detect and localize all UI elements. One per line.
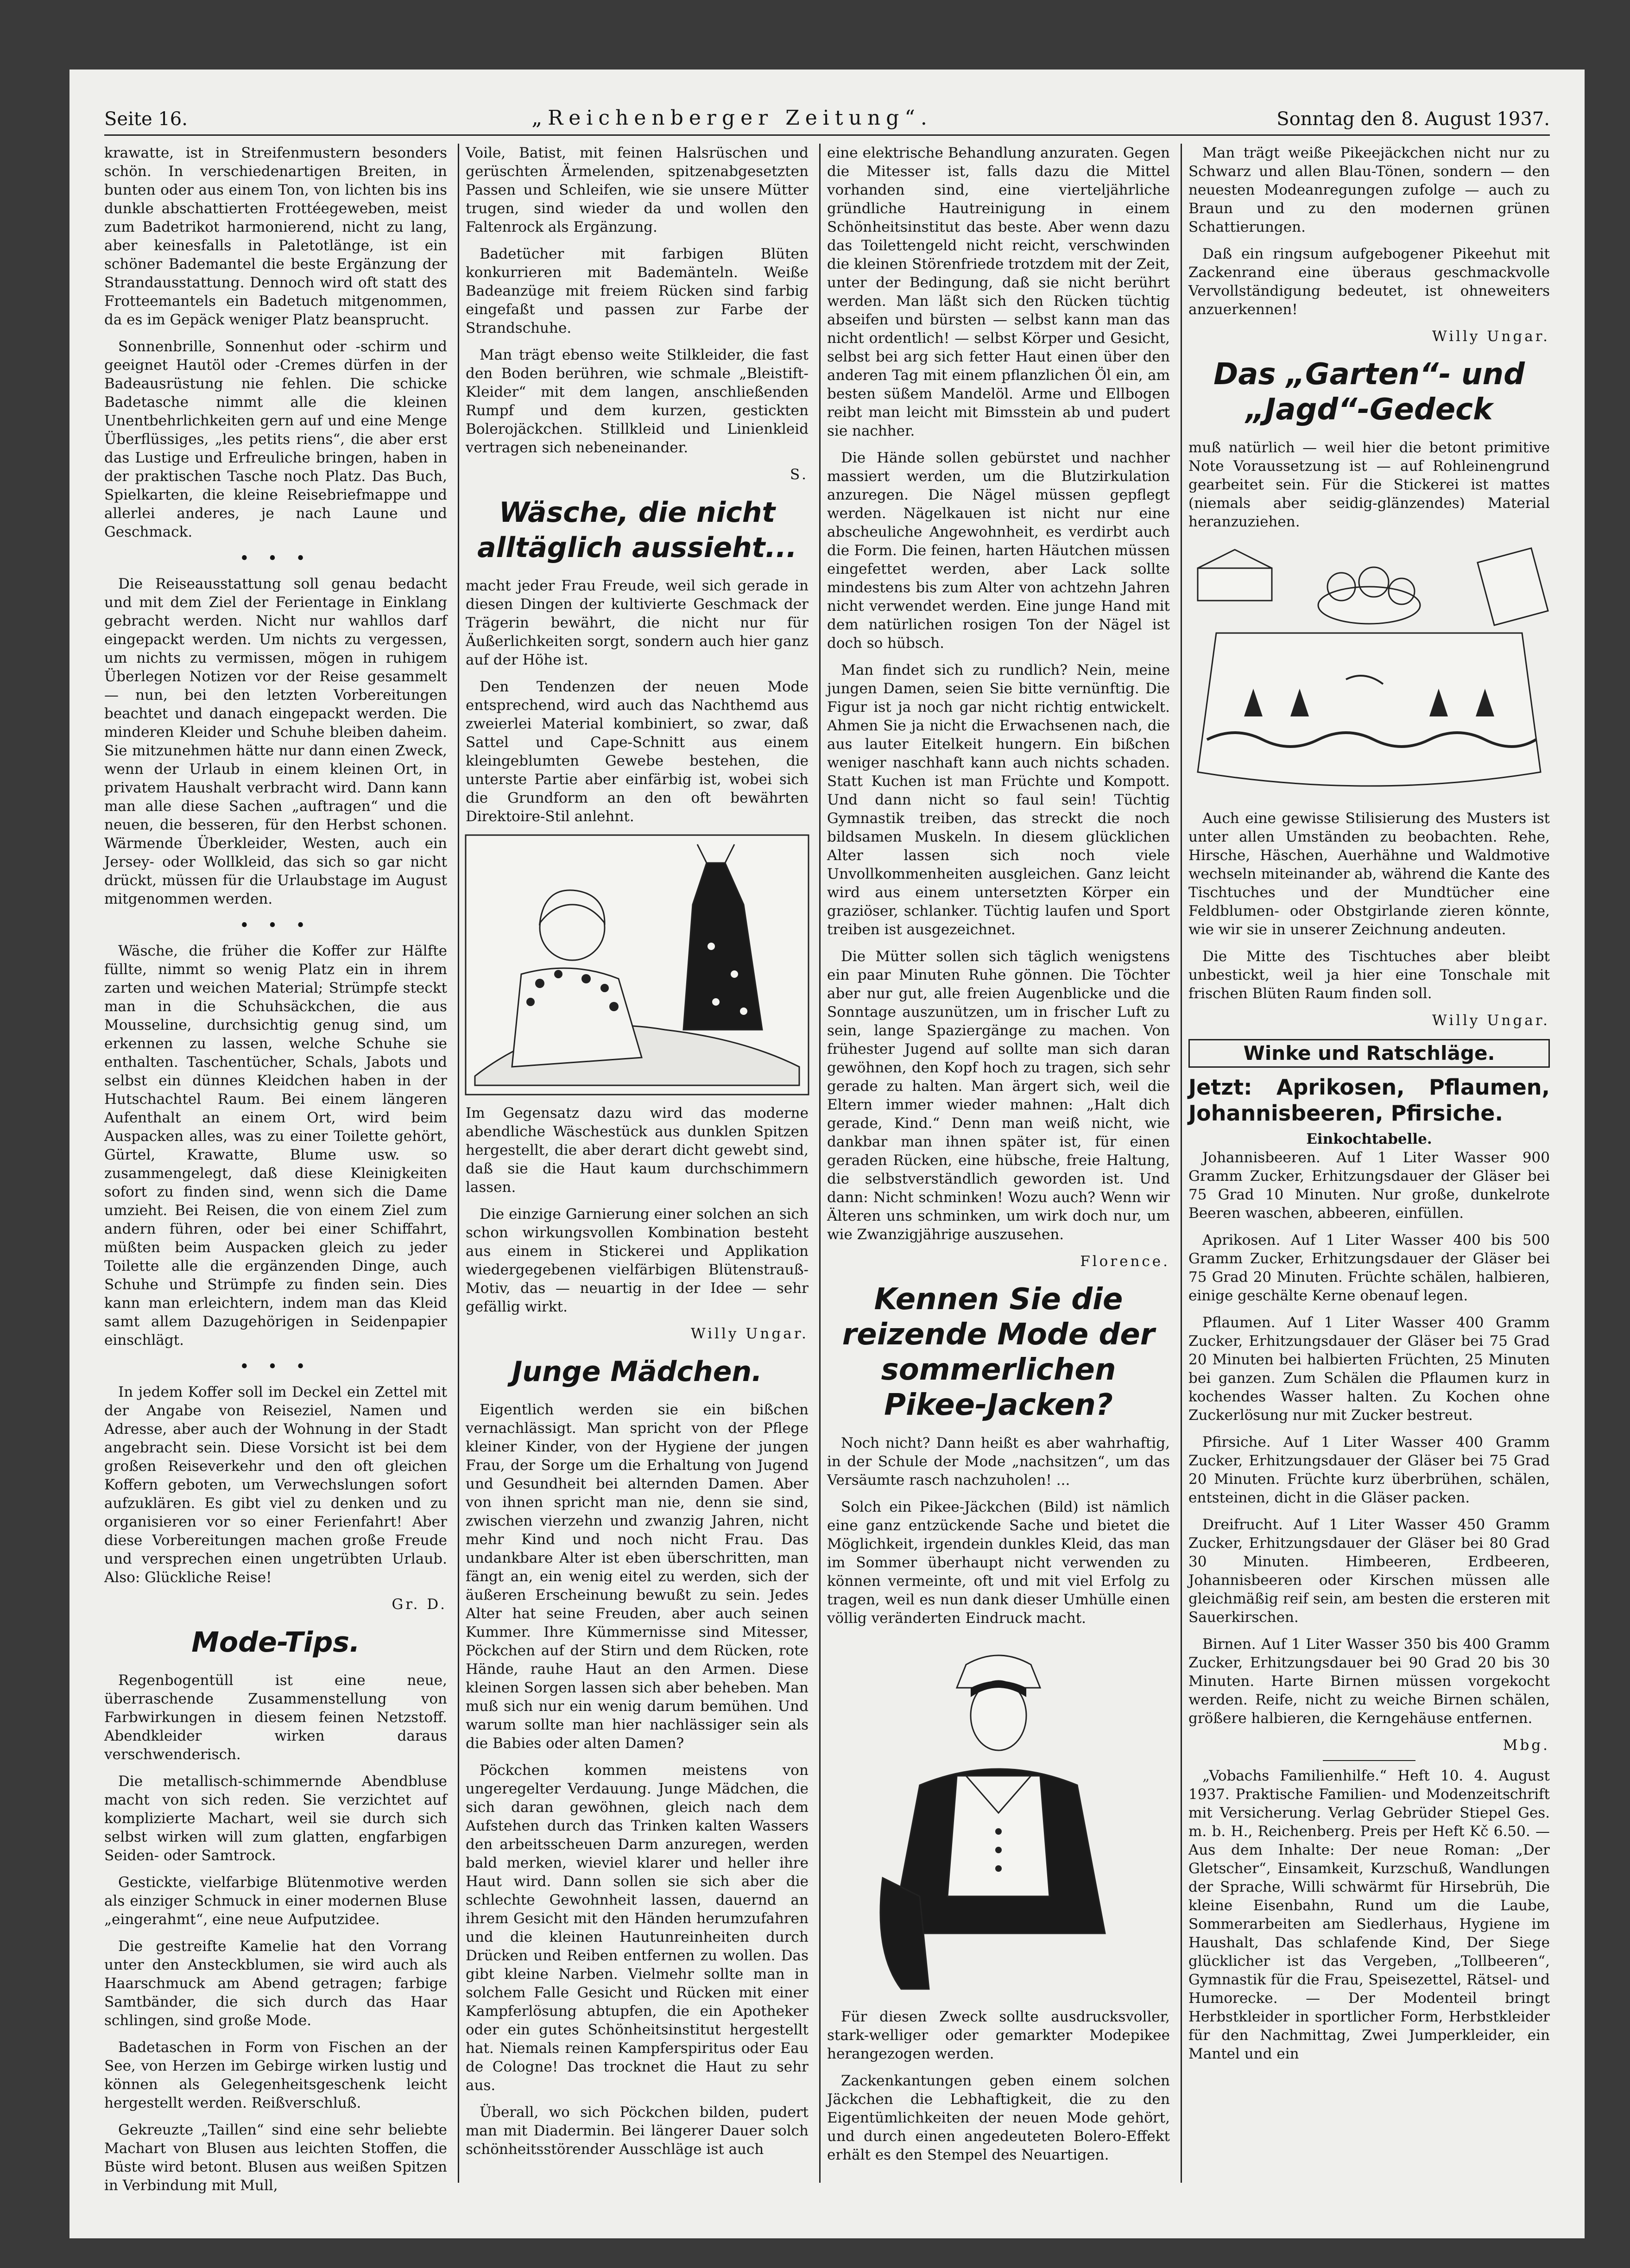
article-text: Die Mütter sollen sich täglich wenigstens ein paar Minuten Ruhe gönnen. Die Töchter aber nur gut, alle freien Augenblicke und die Sonntage auszunützen, um in frischer Luft zu sein, lange Spaziergänge zu machen. Von frühester Jugend auf sollte man sich daran gewöhnen, den Kopf hoch zu tragen, sich sehr gerade zu halten. Man ärgert sich, weil die Eltern immer wieder mahnen: „Halt dich gerade, Kind.“ Denn man weiß nicht, wie dankbar man ihnen später ist, für einen geraden Rücken, eine hübsche, freie Haltung, die selbstverständlich geworden ist. Und dann: Nicht schminken! Wozu auch? Wenn wir Älteren uns schminken, um wirk doch nur, um wie Zwanzigjährige auszusehen. — [827, 948, 1170, 1243]
article-signature: Willy Ungar. — [1432, 1012, 1550, 1029]
article-text: Überall, wo sich Pöckchen bilden, pudert man mit Diadermin. Bei längerer Dauer solch schönheitsstörender Ausschläge ist auch — [466, 2104, 809, 2158]
article-text: Im Gegensatz dazu wird das moderne abendliche Wäschestück aus dunklen Spitzen hergestellt, die aber derart dicht gewebt sind, daß sie die Haut kaum durchschimmern lassen. — [466, 1105, 809, 1196]
header-rule — [104, 134, 1550, 136]
article-text: In jedem Koffer soll im Deckel ein Zettel mit der Angabe von Reiseziel, Namen und Adresse, aber auch der Wohnung in der Stadt angebracht sein. Diese Vorsicht ist bei dem großen Reiseverkehr und den oft gleichen Koffern geboten, um Verwechslungen sofort aufzuklären. Es gibt viel zu denken und zu organisieren vor so einer Ferienfahrt! Aber diese Vorbereitungen machen große Freude und versprechen einen ungetrübten Urlaub. Also: Glückliche Reise! — [104, 1384, 447, 1586]
newspaper-title: „Reichenberger Zeitung“. — [531, 106, 933, 130]
article-text: Gestickte, vielfarbige Blütenmotive werden als einziger Schmuck in einer modernen Bluse „eingerahmt“, eine neue Aufputzidee. — [104, 1874, 447, 1928]
section-subheading: Jetzt: Aprikosen, Pflaumen, Johannisbeeren, Pfirsiche. — [1188, 1075, 1550, 1126]
article-text: Wäsche, die früher die Koffer zur Hälfte füllte, nimmt so wenig Platz ein in ihrem zarten und weichen Material; Strümpfe steckt man in die Schuhsäckchen, die aus Mousseline, durchsichtig genug sind, um erkennen zu lassen, welche Schuhe sie enthalten. Taschentücher, Schals, Jabots und selbst ein dünnes Kleidchen haben in der Hutschachtel Raum. Bei einem längeren Aufenthalt an einem Ort, wird beim Auspacken alles, was zu einer Toilette gehört, Gürtel, Krawatte, Blume usw. so zusammengelegt, daß diese Kleinigkeiten sofort zu finden sind, wenn sich die Dame umzieht. Bei Reisen, die von einem Ziel zum andern führen, oder bei einer Schiffahrt, müßten beim Auspacken gleich zu jeder Toilette alle die ergänzenden Dinge, auch Schuhe und Strümpfe zu finden sein. Dies kann man erleichtern, indem man das Kleid samt allem Dazugehörigen in Seidenpapier einschlägt. — [104, 943, 447, 1349]
article-text: Für diesen Zweck sollte ausdrucksvoller, stark-welliger oder gemarkter Modepikee herangezogen werden. — [827, 2008, 1170, 2062]
issue-date: Sonntag den 8. August 1937. — [1276, 108, 1550, 130]
section-box-title: Winke und Ratschläge. — [1188, 1039, 1550, 1068]
recipe-text: Johannisbeeren. Auf 1 Liter Wasser 900 Gramm Zucker, Erhitzungsdauer der Gläser bei 75 Grad 10 Minuten. Nur große, dunkelrote Beeren waschen, abbeeren, einfüllen. — [1188, 1149, 1550, 1222]
page-header — [104, 93, 1550, 130]
headline-junge-maedchen: Junge Mädchen. — [512, 1356, 762, 1388]
tablecloth-illustration — [1188, 540, 1550, 800]
article-signature: Willy Ungar. — [1432, 328, 1550, 345]
article-text: Die Hände sollen gebürstet und nachher massiert werden, um die Blutzirkulation anzuregen. Die Nägel müssen gepflegt werden. Nägelkauen ist nicht nur eine abscheuliche Angewohnheit, es verdirbt auch die Form. Die feinen, harten Häutchen müssen eingefettet werden, aber Lack sollte mindestens bis zum Alter von achtzehn Jahren nicht verwendet werden. Eine junge Hand mit dem natürlichen rosigen Ton der Nägel ist doch so hübsch. — [827, 450, 1170, 652]
article-text: Badetaschen in Form von Fischen an der See, von Herzen im Gebirge wirken lustig und können als Gelegenheitsgeschenk leicht hergestellt werden. Reißverschluß. — [104, 2039, 447, 2111]
article-text: Solch ein Pikee-Jäckchen (Bild) ist nämlich eine ganz entzückende Sache und bietet die Möglichkeit, irgendein dunkles Kleid, das man im Sommer überhaupt nicht verwenden zu können vermeinte, oft und mit viel Erfolg zu tragen, weil es nun dank dieser Umhülle einen völlig veränderten Eindruck macht. — [827, 1499, 1170, 1627]
article-text: krawatte, ist in Streifenmustern besonders schön. In verschiedenartigen Breiten, in bunten oder aus einem Ton, von lichten bis ins dunkle abschattierten Frottéegeweben, meist zum Badetrikot harmonierend, nicht zu lang, aber keinesfalls in Paletotlänge, ist ein schöner Bademantel die beste Ergänzung der Strandausstattung. Dennoch wird oft statt des Frotteemantels ein Badetuch mitgenommen, da es im Gepäck weniger Platz beansprucht. — [104, 145, 447, 328]
headline-garten-gedeck: Das „Garten“- und „Jagd“-Gedeck — [1213, 357, 1525, 427]
column-4 — [1188, 144, 1550, 2183]
article-text: Die einzige Garnierung einer solchen an sich schon wirkungsvollen Kombination besteht aus einem in Stickerei und Applikation wiedergegebenen vielfärbigen Blütenstrauß-Motiv, das — neuartig in der Idee — sehr gefällig wirkt. — [466, 1206, 809, 1315]
article-text: Noch nicht? Dann heißt es aber wahrhaftig, in der Schule der Mode „nachsitzen“, um das Versäumte rasch nachzuholen! ... — [827, 1435, 1170, 1489]
article-text: Regenbogentüll ist eine neue, überraschende Zusammenstellung von Farbwirkungen in diesem feinen Netzstoff. Abendkleider wirken daraus verschwenderisch. — [104, 1672, 447, 1763]
article-signature: Gr. D. — [392, 1596, 447, 1613]
column-2 — [466, 144, 809, 2183]
recipe-text: Aprikosen. Auf 1 Liter Wasser 400 bis 500 Gramm Zucker, Erhitzungsdauer der Gläser bei 75 Grad 20 Minuten. Früchte schälen, halbieren, einige geschälte Kerne obenauf legen. — [1188, 1232, 1550, 1304]
article-text: Die Mitte des Tischtuches aber bleibt unbestickt, weil ja hier eine Tonschale mit frischen Blüten Raum finden soll. — [1188, 948, 1550, 1002]
column-rule — [1181, 144, 1182, 2183]
article-text: Auch eine gewisse Stilisierung des Musters ist unter allen Umständen zu beobachten. Rehe, Hirsche, Häschen, Auerhähne und Waldmotive wechseln miteinander ab, während die Kante des Tischtuches und der Mundtücher eine Feldblumen- oder Obstgirlande zieren könnte, wie wir sie in unserer Zeichnung andeuten. — [1188, 810, 1550, 938]
article-text: macht jeder Frau Freude, weil sich gerade in diesen Dingen der kultivierte Geschmack der Trägerin bewährt, die nicht nur für Äußerlichkeiten sorgt, sondern auch hier ganz auf der Höhe ist. — [466, 577, 809, 668]
article-signature: Mbg. — [1503, 1737, 1550, 1754]
article-text: Eigentlich werden sie ein bißchen vernachlässigt. Man spricht von der Pflege kleiner Kinder, von der Hygiene der jungen Frau, der Sorge um die Erhaltung von Jugend und Gesundheit bei alternden Damen. Aber von ihnen spricht man nie, denn sie sind, zwischen vierzehn und zwanzig Jahren, nicht mehr Kind und noch nicht Frau. Das undankbare Alter ist eben überschritten, man fängt an, ein wenig eitel zu werden, sich der äußeren Erscheinung bewußt zu sein. Jedes Alter hat seine Freuden, aber auch seinen Kummer. Ihre Kümmernisse sind Mitesser, Pöckchen auf der Stirn und dem Rücken, rote Hände, rauhe Haut an den Armen. Diese kleinen Sorgen lassen sich aber beheben. Man muß sich nur ein wenig darum bemühen. Und warum sollte man hier nachlässiger sein als die Babies oder alten Damen? — [466, 1401, 809, 1752]
article-text: Daß ein ringsum aufgebogener Pikeehut mit Zackenrand eine überaus geschmackvolle Vervollständigung bedeutet, ist ohneweiters anzuerkennen! — [1188, 246, 1550, 318]
lingerie-illustration — [466, 835, 809, 1095]
separator-dots: • • • — [239, 1357, 312, 1376]
column-3 — [827, 144, 1170, 2183]
column-rule — [819, 144, 821, 2183]
article-text: Man findet sich zu rundlich? Nein, meine jungen Damen, seien Sie bitte vernünftig. Die Figur ist ja noch gar nicht richtig entwickelt. Ahmen Sie ja nicht die Erwachsenen nach, die aus lauter Eitelkeit hungern. Ein bißchen weniger naschhaft kann auch nichts schaden. Statt Kuchen ist man Früchte und Kompott. Und dann nicht so faul sein! Tüchtig Gymnastik treiben, das streckt die noch bildsamen Muskeln. In diesem glücklichen Alter lassen sich noch viele Unvollkommenheiten ausgleichen. Ganz leicht wird aus einem untersetzten Körper ein graziöser, schlanker. Tüchtig laufen und Sport treiben ist ausgezeichnet. — [827, 662, 1170, 938]
recipe-text: Dreifrucht. Auf 1 Liter Wasser 450 Gramm Zucker, Erhitzungsdauer der Gläser bei 80 Grad 30 Minuten. Himbeeren, Erdbeeren, Johannisbeeren oder Kirschen müssen alle gleichmäßig reif sein, am besten die ersteren mit Sauerkirschen. — [1188, 1516, 1550, 1626]
article-signature: S. — [790, 466, 809, 483]
article-text: Die gestreifte Kamelie hat den Vorrang unter den Ansteckblumen, sie wird auch als Haarschmuck am Abend getragen; farbige Samtbänder, die sich durch das Haar schlingen, sind große Mode. — [104, 1938, 447, 2029]
separator-dots: • • • — [239, 549, 312, 568]
article-signature: Willy Ungar. — [690, 1325, 809, 1342]
article-text: Man trägt weiße Pikeejäckchen nicht nur zu Schwarz und allen Blau-Tönen, sondern — den neuesten Modeanregungen zufolge — auch zu Braun und zu den modernen grünen Schattierungen. — [1188, 145, 1550, 235]
headline-pikee-jacken: Kennen Sie die reizende Mode der sommerlichen Pikee-Jacken? — [842, 1282, 1155, 1422]
recipe-text: Birnen. Auf 1 Liter Wasser 350 bis 400 Gramm Zucker, Erhitzungsdauer bei 90 Grad 20 bis 30 Minuten. Harte Birnen müssen vorgekocht werden. Reife, nicht zu weiche Birnen schälen, größere halbieren, die Kerngehäuse entfernen. — [1188, 1636, 1550, 1727]
article-signature: Florence. — [1080, 1253, 1170, 1270]
divider — [1323, 1760, 1415, 1761]
recipe-text: Pflaumen. Auf 1 Liter Wasser 400 Gramm Zucker, Erhitzungsdauer der Gläser bei 75 Grad 20 Minuten bei halbierten Früchten, 25 Minuten bei ganzen. Zum Schälen die Pflaumen kurz in kochendes Wasser halten. Zu Kochen ohne Zuckerlösung nur mit Zucker bestreut. — [1188, 1314, 1550, 1424]
article-text: Die Reiseausstattung soll genau bedacht und mit dem Ziel der Ferientage in Einklang gebracht werden. Nicht nur wahllos darf eingepackt werden. Um nichts zu vergessen, um nichts zu vermissen, mögen in ruhigem Überlegen Notizen vor der Reise gesammelt — nun, bei den letzten Vorbereitungen beachtet und danach eingepackt werden. Die minderen Kleider und Schuhe bleiben daheim. Sie mitzunehmen hätte nur dann einen Zweck, wenn der Urlaub in einem kleinen Ort, in privatem Haushalt verbracht wird. Dann kann man alle diese Sachen „auftragen“ und die neuen, die besseren, für den Herbst schonen. Wärmende Überkleider, Westen, auch ein Jersey- oder Wollkleid, das sich so gar nicht drückt, müssen für die Urlaubstage im August mitgenommen werden. — [104, 576, 447, 907]
pikee-jacket-illustration — [827, 1637, 1170, 1998]
article-text: muß natürlich — weil hier die betont primitive Note Voraussetzung ist — auf Rohleinengrund gearbeitet sein. Für die Stickerei ist mattes (niemals aber seidig-glänzendes) Material heranzuziehen. — [1188, 439, 1550, 530]
column-rule — [458, 144, 459, 2183]
separator-dots: • • • — [239, 916, 312, 935]
article-text: Gekreuzte „Taillen“ sind eine sehr beliebte Machart von Blusen aus leichten Stoffen, die Büste wird betont. Blusen aus weißen Spitzen in Verbindung mit Mull, — [104, 2122, 447, 2194]
article-text: Voile, Batist, mit feinen Halsrüschen und gerüschten Ärmelenden, spitzenabgesetzten Passen und Schleifen, wie sie unsere Mütter trugen, sind wieder da und wollen den Faltenrock als Ergänzung. — [466, 145, 809, 235]
notice-text: „Vobachs Familienhilfe.“ Heft 10. 4. August 1937. Praktische Familien- und Modenzeitschrift mit Versicherung. Verlag Gebrüder Stiepel Ges. m. b. H., Reichenberg. Preis per Heft Kč 6.50. — Aus dem Inhalte: Der neue Roman: „Der Gletscher“, Einsamkeit, Kurzschuß, Wandlungen der Sprache, Willi schwärmt für Hirsebrüh, Die kleine Eisenbahn, Rund um die Laube, Sommerarbeiten am Siedlerhaus, Hygiene im Haushalt, Das schlafende Kind, Der Siege glücklicher ist das Vergeben, „Tollbeeren“, Gymnastik für die Frau, Speisezettel, Rätsel- und Humorecke. — Der Modenteil bringt Herbstkleider in sportlicher Form, Herbstkleider für den Nachmittag, Zwei Jumperkleider, ein Mantel und ein — [1188, 1768, 1550, 2062]
column-1 — [104, 144, 447, 2194]
newspaper-page — [69, 70, 1585, 2238]
article-text: Pöckchen kommen meistens von ungeregelter Verdauung. Junge Mädchen, die sich daran gewöhnen, gleich nach dem Aufstehen durch das Trinken kalten Wassers den arbeitsscheuen Darm anzuregen, werden bald merken, wieviel klarer und heller ihre Haut wird. Dann sollen sie sich aber die schlechte Gewohnheit lassen, dauernd an ihrem Gesicht mit den Händen herumzufahren und die kleinen Hautunreinheiten durch Drücken und Reiben entfernen zu wollen. Das gibt kleine Narben. Vielmehr sollte man in solchem Falle Gesicht und Rücken mit einer Kampferlösung abtupfen, die ein Apotheker oder ein gutes Schönheitsinstitut hergestellt hat. Niemals reinen Kampferspiritus oder Eau de Cologne! Das trocknet die Haut zu sehr aus. — [466, 1762, 809, 2094]
table-caption: Einkochtabelle. — [1306, 1131, 1432, 1147]
article-text: eine elektrische Behandlung anzuraten. Gegen die Mitesser ist, falls dazu die Mittel vorhanden sind, eine vierteljährliche gründliche Hautreinigung in einem Schönheitsinstitut das beste. Aber wenn dazu das Toilettengeld nicht reicht, verschwinden die kleinen Störenfriede trotzdem mit der Zeit, unter der Bedingung, daß sie nicht berührt werden. Man läßt sich den Rücken tüchtig abseifen und bürsten — selbst kann man das nicht ordentlich! — selbst Körper und Gesicht, selbst bei arg sich fetter Haut einen über den anderen Tag mit einem pflanzlichen Öl ein, am besten süßem Mandelöl. Arme und Ellbogen reibt man leicht mit Bimsstein ab und pudert sie nachher. — [827, 145, 1170, 439]
article-text: Sonnenbrille, Sonnenhut oder -schirm und geeignet Hautöl oder -Cremes dürfen in der Badeausrüstung nie fehlen. Die schicke Badetasche nimmt alle die kleinen Unentbehrlichkeiten gern auf und eine Menge Überflüssiges, „les petits riens“, die aber erst das Lustige und Erfreuliche bringen, haben in der praktischen Tasche noch Platz. Das Buch, Spielkarten, die kleine Reisebriefmappe und allerlei anderes, je nach Laune und Geschmack. — [104, 338, 447, 540]
article-text: Die metallisch-schimmernde Abendbluse macht von sich reden. Sie verzichtet auf komplizierte Machart, weil sie durch sich selbst wirken will zum glatten, engfarbigen Seiden- oder Samtrock. — [104, 1773, 447, 1864]
article-text: Den Tendenzen der neuen Mode entsprechend, wird auch das Nachthemd aus zweierlei Material kombiniert, so zwar, daß Sattel und Cape-Schnitt aus einem kleingeblumten Gewebe bestehen, die unterste Partie aber einfärbig ist, wobei sich die Grundform an den oft bewährten Direktoire-Stil anlehnt. — [466, 678, 809, 825]
headline-waesche: Wäsche, die nicht alltäglich aussieht... — [477, 496, 797, 564]
page-number: Seite 16. — [104, 108, 188, 130]
article-text: Man trägt ebenso weite Stilkleider, die fast den Boden berühren, wie schmale „Bleistift-Kleider“ mit dem langen, anschließenden Rumpf und dem kurzen, gestickten Bolerojäckchen. Stillkleid und Linienkleid vertragen sich nebeneinander. — [466, 347, 809, 456]
recipe-text: Pfirsiche. Auf 1 Liter Wasser 400 Gramm Zucker, Erhitzungsdauer der Gläser bei 75 Grad 20 Minuten. Früchte kurz überbrühen, schälen, entsteinen, dicht in die Gläser packen. — [1188, 1434, 1550, 1506]
headline-mode-tips: Mode-Tips. — [191, 1626, 360, 1659]
article-text: Badetücher mit farbigen Blüten konkurrieren mit Bademänteln. Weiße Badeanzüge mit freiem Rücken sind farbig eingefaßt und passen zur Farbe der Strandschuhe. — [466, 246, 809, 336]
article-text: Zackenkantungen geben einem solchen Jäckchen die Lebhaftigkeit, die zu den Eigentümlichkeiten der neuen Mode gehört, und durch einen angedeuteten Bolero-Effekt erhält es den Stempel des Neuartigen. — [827, 2072, 1170, 2163]
